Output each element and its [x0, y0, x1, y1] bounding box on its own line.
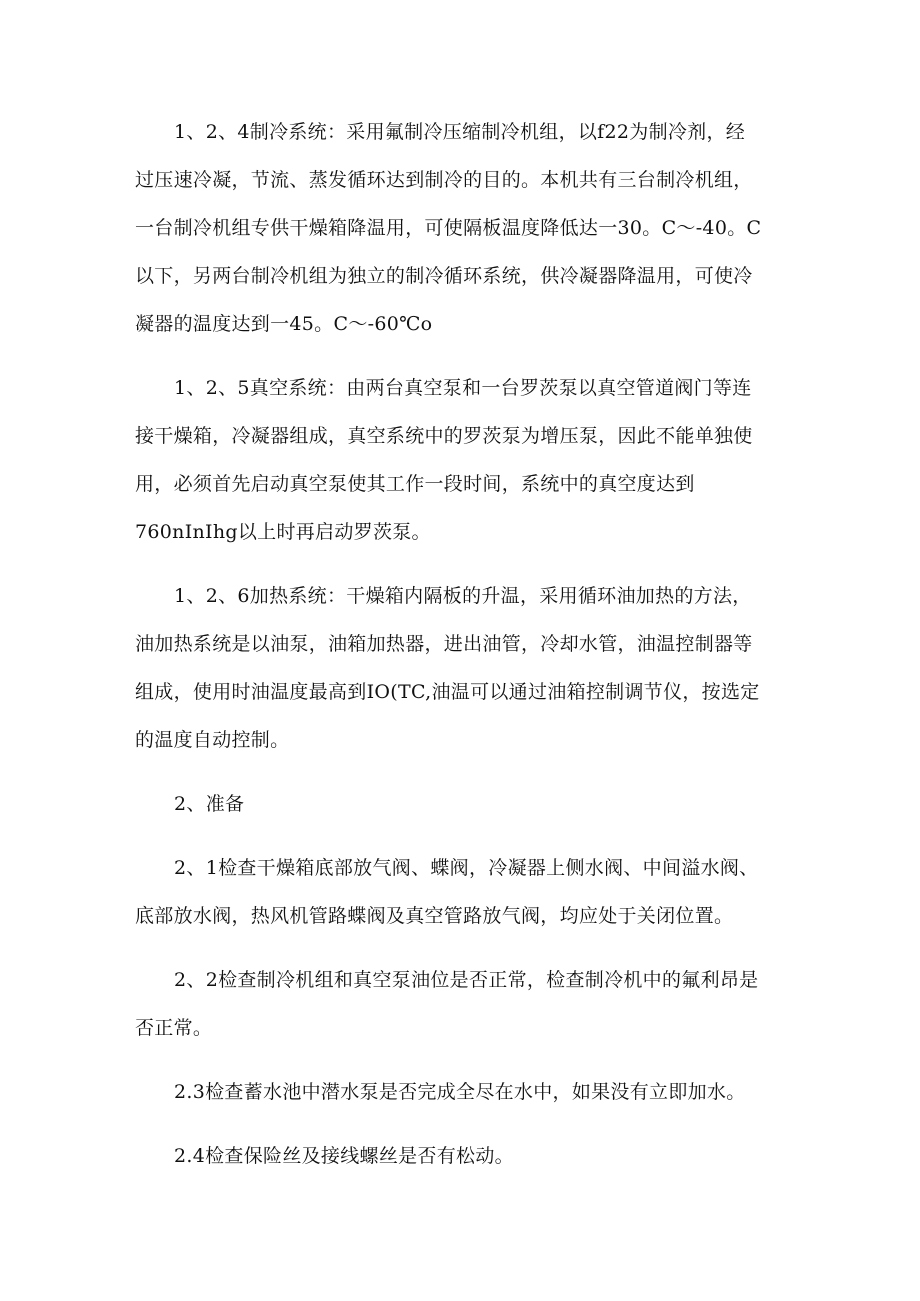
text-line: 接干燥箱，冷凝器组成，真空系统中的罗茨泵为增压泵，因此不能单独使 [135, 425, 753, 447]
text-line: 2、2检查制冷机组和真空泵油位是否正常，检查制冷机中的氟利昂是 [174, 969, 759, 991]
text-line: 油加热系统是以油泵，油箱加热器，进出油管，冷却水管，油温控制器等 [135, 633, 753, 655]
section-heading: 2、准备 [174, 793, 245, 815]
text-line: 一台制冷机组专供干燥箱降温用，可使隔板温度降低达一30。C～-40。C [135, 217, 762, 239]
text-line: 的温度自动控制。 [135, 729, 290, 751]
text-line: 2.4检查保险丝及接线螺丝是否有松动。 [174, 1145, 514, 1167]
text-line: 过压速冷凝，节流、蒸发循环达到制冷的目的。本机共有三台制冷机组， [135, 169, 753, 191]
text-line: 凝器的温度达到一45。C～-60℃o [135, 313, 433, 335]
text-line: 用，必须首先启动真空泵使其工作一段时间，系统中的真空度达到 [135, 473, 695, 495]
text-line: 底部放水阀，热风机管路蝶阀及真空管路放气阀，均应处于关闭位置。 [135, 905, 734, 927]
text-line: 2.3检查蓄水池中潜水泵是否完成全尽在水中，如果没有立即加水。 [174, 1081, 746, 1103]
text-line: 以下，另两台制冷机组为独立的制冷循环系统，供冷凝器降温用，可使冷 [135, 265, 753, 287]
text-line: 组成，使用时油温度最高到IO(TC,油温可以通过油箱控制调节仪，按选定 [135, 681, 760, 703]
text-line: 1、2、4制冷系统：采用氟制冷压缩制冷机组，以f22为制冷剂，经 [174, 121, 746, 143]
text-line: 760nInIhg以上时再启动罗茨泵。 [135, 521, 431, 543]
text-line: 否正常。 [135, 1017, 213, 1039]
text-line: 1、2、5真空系统：由两台真空泵和一台罗茨泵以真空管道阀门等连 [174, 377, 752, 399]
text-line: 2、1检查干燥箱底部放气阀、蝶阀，冷凝器上侧水阀、中间溢水阀、 [174, 857, 759, 879]
text-line: 1、2、6加热系统：干燥箱内隔板的升温，采用循环油加热的方法， [174, 585, 752, 607]
